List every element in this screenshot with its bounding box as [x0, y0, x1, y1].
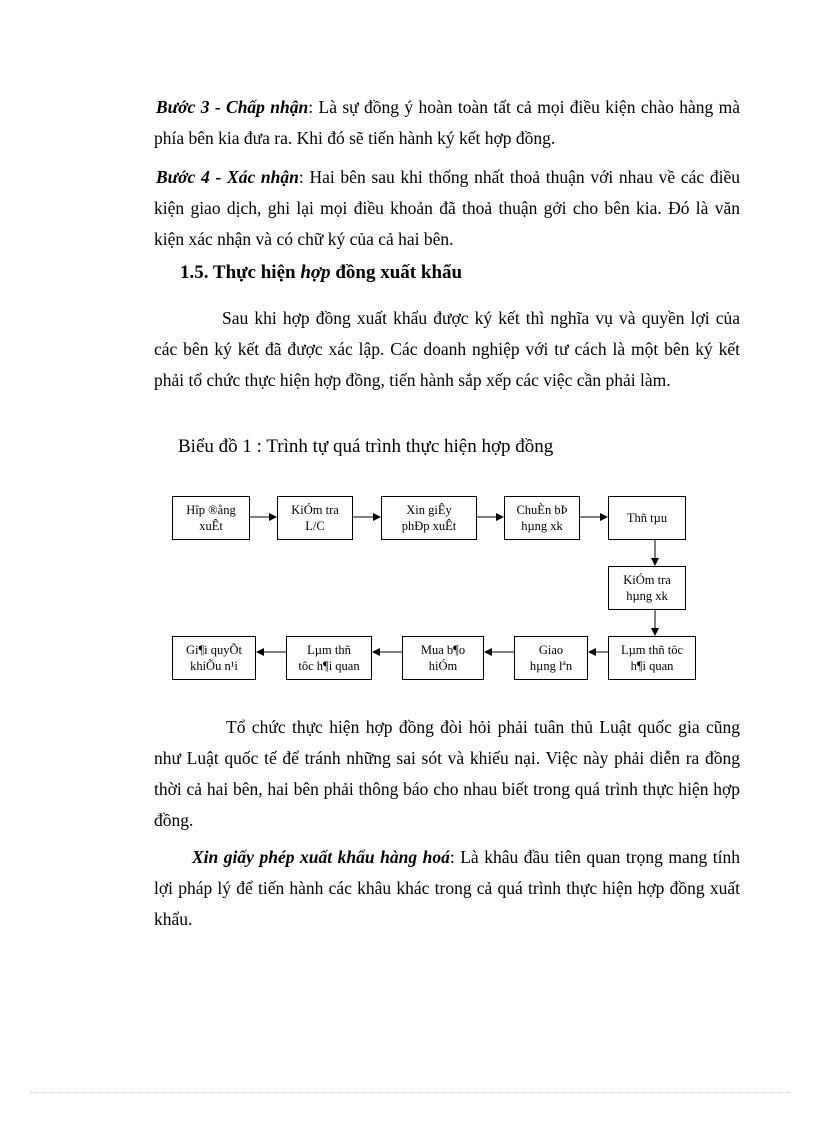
section-heading-prefix: 1.5. Thực hiện — [180, 262, 301, 283]
intro-paragraph: Sau khi hợp đồng xuất khẩu được ký kết thì nghĩa vụ và quyền lợi của các bên ký kết đã được xác lập. Các doanh nghiệp với tư cách là một bên ký kết phải tổ chức thực hiện hợp đồng, tiến hành sắp xếp các việc cần phải làm. — [154, 308, 740, 390]
box-check-lc: KiÓm tra L/C — [277, 496, 353, 540]
diagram-caption: Biểu đồ 1 : Trình tự quá trình thực hiện hợp đồng — [178, 436, 554, 457]
step4-text: : Hai bên sau khi thống nhất thoả thuận với nhau về các điều kiện giao dịch, ghi lại mọi điều khoản đã thoả thuận gởi cho bên kia. Đó là văn kiện xác nhận và có chữ ký của cả hai bên. — [154, 167, 741, 249]
footer-divider — [30, 1092, 790, 1093]
box-ship-procedure: Thñ tµu — [608, 496, 686, 540]
paragraph-organize: Tổ chức thực hiện hợp đồng đòi hỏi phải tuân thủ Luật quốc gia cũng như Luật quốc tế để tránh những sai sót và khiếu nại. Việc này phải diễn ra đồng thời cả hai bên, hai bên phải thông báo cho nhau biết trong quá trình thực hiện hợp đồng. — [154, 717, 740, 830]
box-deliver-goods: Giao hµng lªn — [514, 636, 588, 680]
box-inspect-goods: KiÓm tra hµng xk — [608, 566, 686, 610]
section-heading-suffix: đồng xuất khẩu — [330, 262, 463, 283]
box-export-contract: Hîp ®ång xuÊt — [172, 496, 250, 540]
section-heading-italic: hợp — [300, 262, 331, 283]
box-prepare-goods: ChuÈn bÞ hµng xk — [504, 496, 580, 540]
step4-label: Bước 4 - Xác nhận — [156, 167, 299, 187]
box-export-license: Xin giÊy phÐp xuÊt — [381, 496, 477, 540]
export-license-text: : Là khâu đầu tiên quan trọng mang tính lợi pháp lý để tiến hành các khâu khác trong cả quá trình thực hiện hợp đồng xuất khẩu. — [154, 847, 740, 929]
paragraph-export-license — [154, 842, 740, 935]
step3-text: : Là sự đồng ý hoàn toàn tất cả mọi điều kiện chào hàng mà phía bên kia đưa ra. Khi đó sẽ tiến hành ký kết hợp đồng. — [154, 97, 741, 148]
box-customs-1: Lµm thñ tôc h¶i quan — [608, 636, 696, 680]
box-resolve-complaints: Gi¶i quyÕt khiÕu n¹i — [172, 636, 256, 680]
export-license-label: Xin giấy phép xuất khẩu hàng hoá — [192, 847, 450, 867]
step3-label: Bước 3 - Chấp nhận — [156, 97, 309, 117]
box-customs-2: Lµm thñ tôc h¶i quan — [286, 636, 372, 680]
box-buy-insurance: Mua b¶o hiÓm — [402, 636, 484, 680]
